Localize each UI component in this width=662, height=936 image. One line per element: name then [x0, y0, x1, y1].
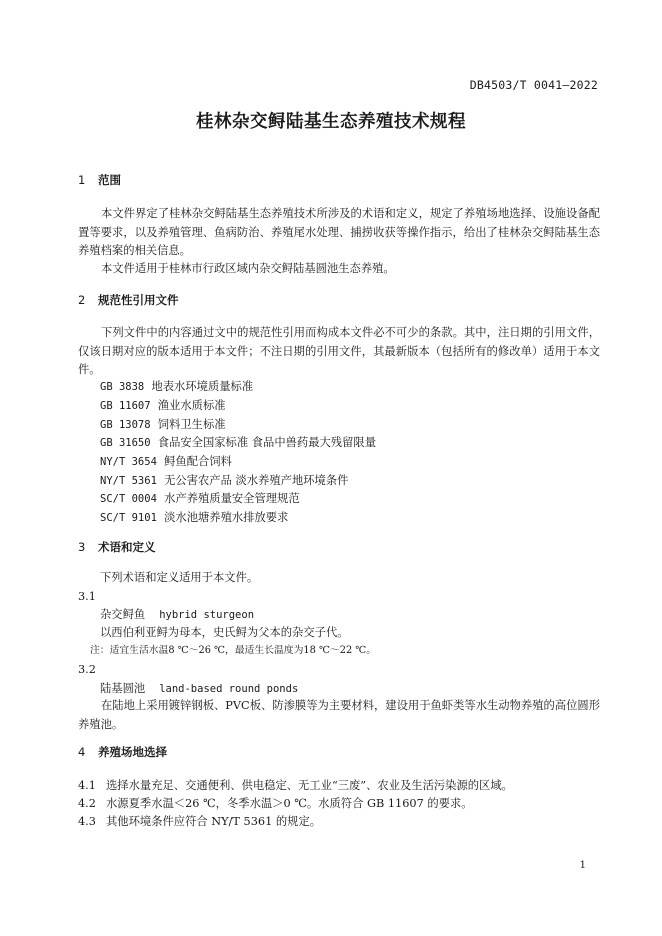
section-number: 2 [78, 293, 86, 307]
clause-number: 4.3 [78, 815, 96, 828]
reference-item [100, 472, 348, 490]
section-2-paragraph-1: 下列文件中的内容通过文中的规范性引用而构成本文件必不可少的条款。其中，注日期的引用文件，仅该日期对应的版本适用于本文件；不注日期的引用文件，其最新版本（包括所有的修改单）适用于本文件。 [78, 326, 600, 376]
term-definition: 在陆地上采用镀锌钢板、PVC板、防渗膜等为主要材料，建设用于鱼虾类等水生动物养殖的高位圆形养殖池。 [78, 699, 600, 731]
clause-item [78, 795, 473, 813]
reference-item [100, 434, 376, 452]
reference-item [100, 509, 288, 527]
section-1-heading [78, 172, 121, 188]
reference-item [100, 416, 226, 434]
reference-item [100, 378, 253, 396]
section-title: 术语和定义 [98, 540, 156, 554]
reference-name: 饲料卫生标准 [157, 418, 226, 431]
reference-name: 无公害农产品 淡水养殖产地环境条件 [164, 474, 349, 487]
page-number: 1 [579, 860, 586, 871]
reference-code: SC/T 0004 [100, 493, 157, 505]
clause-number: 4.2 [78, 797, 96, 810]
section-1-paragraph-2: 本文件适用于桂林市行政区域内杂交鲟陆基圆池生态养殖。 [101, 262, 395, 275]
reference-name: 水产养殖质量安全管理规范 [164, 492, 300, 505]
reference-name: 淡水池塘养殖水排放要求 [164, 511, 289, 524]
term-heading [100, 606, 254, 624]
reference-item [100, 490, 300, 508]
reference-name: 地表水环境质量标准 [151, 380, 254, 393]
clause-item [78, 813, 321, 831]
clause-text: 水源夏季水温＜26 ℃，冬季水温＞0 ℃。水质符合 GB 11607 的要求。 [106, 797, 473, 810]
section-number: 3 [78, 540, 86, 554]
section-4-heading [78, 744, 167, 760]
term-english: land-based round ponds [159, 683, 299, 695]
reference-code: NY/T 3654 [100, 456, 157, 468]
reference-name: 食品安全国家标准 食品中兽药最大残留限量 [157, 436, 376, 449]
clause-item [78, 777, 513, 795]
term-chinese: 陆基圆池 [100, 682, 146, 695]
reference-name: 鲟鱼配合饲料 [164, 455, 232, 468]
clause-number: 4.1 [78, 779, 96, 792]
section-3-intro: 下列术语和定义适用于本文件。 [100, 571, 259, 584]
reference-code: SC/T 9101 [100, 512, 157, 524]
section-title: 养殖场地选择 [98, 745, 167, 759]
section-title: 规范性引用文件 [98, 293, 179, 307]
section-number: 4 [78, 745, 86, 759]
section-3-heading [78, 539, 156, 555]
reference-code: GB 11607 [100, 400, 151, 412]
section-1-paragraph-1: 本文件界定了桂林杂交鲟陆基生态养殖技术所涉及的术语和定义，规定了养殖场地选择、设施设备配置等要求，以及养殖管理、鱼病防治、养殖尾水处理、捕捞收获等操作指示，给出了桂林杂交鲟陆基生态养殖档案的相关信息。 [78, 207, 600, 257]
section-number: 1 [78, 173, 86, 187]
term-definition: 以西伯利亚鲟为母本，史氏鲟为父本的杂交子代。 [100, 626, 349, 639]
term-number: 3.2 [78, 663, 96, 676]
document-code: DB4503/T 0041—2022 [469, 78, 598, 92]
section-2-heading [78, 292, 179, 308]
term-number: 3.1 [78, 590, 96, 603]
reference-item [100, 453, 232, 471]
section-title: 范围 [98, 173, 121, 187]
reference-item [100, 397, 226, 415]
clause-text: 选择水量充足、交通便利、供电稳定、无工业“三废”、农业及生活污染源的区域。 [106, 779, 513, 792]
reference-name: 渔业水质标准 [157, 399, 226, 412]
page-title: 桂林杂交鲟陆基生态养殖技术规程 [196, 112, 466, 132]
reference-code: NY/T 5361 [100, 475, 157, 487]
reference-code: GB 13078 [100, 419, 151, 431]
term-note: 注：适宜生活水温8 ℃～26 ℃，最适生长温度为18 ℃～22 ℃。 [90, 645, 377, 656]
term-heading [100, 680, 298, 698]
term-english: hybrid sturgeon [159, 609, 255, 621]
reference-code: GB 3838 [100, 381, 145, 393]
reference-code: GB 31650 [100, 437, 151, 449]
clause-text: 其他环境条件应符合 NY/T 5361 的规定。 [106, 815, 322, 828]
term-chinese: 杂交鲟鱼 [100, 608, 146, 621]
